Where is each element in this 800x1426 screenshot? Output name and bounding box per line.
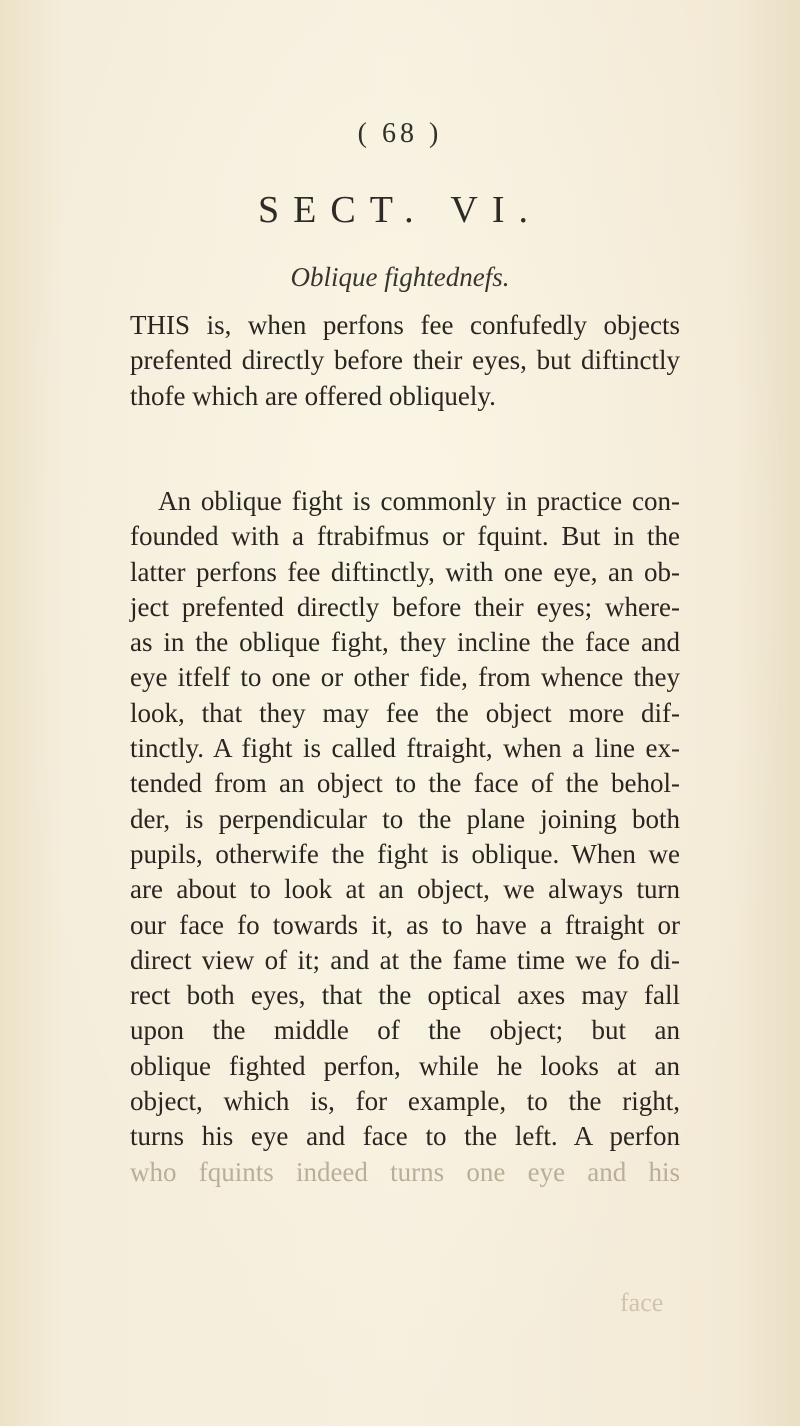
text-line: founded with a ftrabifmus or fquint. But in the [130, 521, 680, 552]
text-line: rect both eyes, that the optical axes may fall [130, 980, 680, 1011]
paragraph-1 [130, 308, 680, 414]
text-line: look, that they may fee the object more dif- [130, 697, 680, 728]
paragraph-2 [130, 484, 680, 1190]
text-line: prefented directly before their eyes, but diftinctly [130, 345, 680, 376]
text-line: turns his eye and face to the left. A perfon [130, 1121, 680, 1152]
section-title: SECT. VI. [258, 189, 542, 231]
text-line: are about to look at an object, we always turn [130, 874, 680, 905]
text-line: upon the middle of the object; but an [130, 1015, 680, 1046]
section-subtitle: Oblique fightednefs. [290, 262, 510, 292]
text-line: der, is perpendicular to the plane joining both [130, 803, 680, 834]
text-line: eye itfelf to one or other fide, from whence they [130, 662, 680, 693]
text-line: tended from an object to the face of the behol- [130, 768, 680, 799]
text-line: oblique fighted perfon, while he looks at an [130, 1050, 680, 1081]
text-line: object, which is, for example, to the right, [130, 1086, 680, 1117]
text-line: latter perfons fee diftinctly, with one eye, an ob- [130, 556, 680, 587]
text-line: ject prefented directly before their eyes; where- [130, 591, 680, 622]
text-line: pupils, otherwife the fight is oblique. When we [130, 838, 680, 869]
page-number-header: ( 68 ) [357, 118, 443, 149]
text-line: An oblique fight is commonly in practice con- [158, 486, 680, 516]
text-line: thofe which are offered obliquely. [130, 380, 496, 411]
text-line: who fquints indeed turns one eye and his [130, 1156, 680, 1187]
text-line: as in the oblique fight, they incline the face and [130, 627, 680, 658]
text-line: tinctly. A fight is called ftraight, when a line ex- [130, 733, 680, 764]
text-line: THIS is, when perfons fee confufedly objects [130, 310, 680, 340]
text-line: our face fo towards it, as to have a ftraight or [130, 909, 680, 940]
text-line: direct view of it; and at the fame time we fo di- [130, 944, 680, 975]
catchword: face [620, 1288, 664, 1317]
